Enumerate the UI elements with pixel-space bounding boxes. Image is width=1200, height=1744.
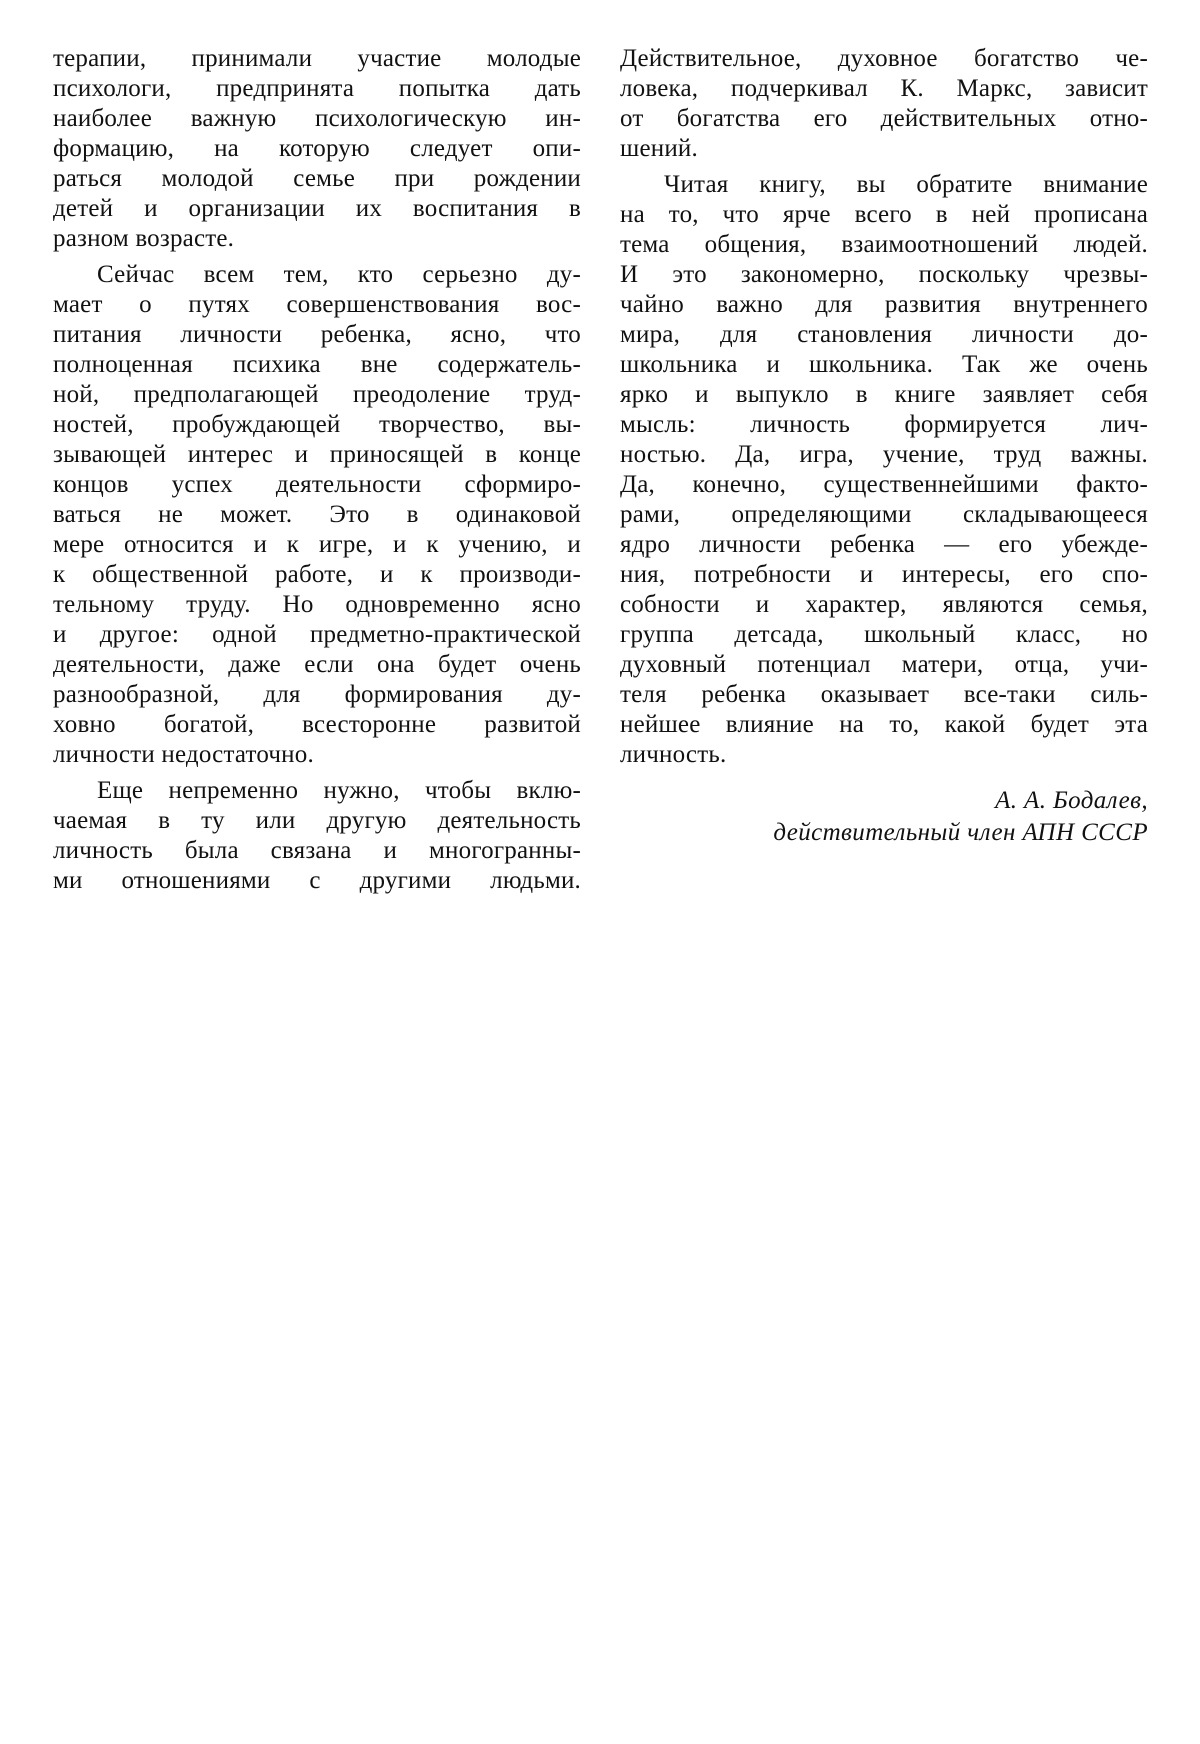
text-line: ностью. Да, игра, учение, труд важны. xyxy=(620,441,1148,468)
text-line: личности недостаточно. xyxy=(53,741,314,768)
text-line: собности и характер, являются семья, xyxy=(620,591,1148,618)
paragraph xyxy=(620,170,1148,770)
text-line: ми отношениями с другими людьми. xyxy=(53,867,581,894)
text-line: мает о путях совершенствования вос- xyxy=(53,291,581,318)
text-line: шений. xyxy=(620,135,698,162)
text-line: ной, предполагающей преодоление труд- xyxy=(53,381,581,408)
text-line: ваться не может. Это в одинаковой xyxy=(53,501,581,528)
text-line: ярко и выпукло в книге заявляет себя xyxy=(620,381,1148,408)
text-line: личность. xyxy=(620,741,727,768)
text-line: ядро личности ребенка — его убежде- xyxy=(620,531,1148,558)
author-signature xyxy=(620,785,1148,849)
text-line: Действительное, духовное богатство че- xyxy=(620,45,1148,72)
text-line: зывающей интерес и приносящей в конце xyxy=(53,441,581,468)
text-line: группа детсада, школьный класс, но xyxy=(620,621,1148,648)
text-line: Читая книгу, вы обратите внимание xyxy=(664,171,1148,198)
paragraph xyxy=(53,44,581,254)
text-line: питания личности ребенка, ясно, что xyxy=(53,321,581,348)
text-line: ловека, подчеркивал К. Маркс, зависит xyxy=(620,75,1148,102)
right-text-column xyxy=(620,44,1148,776)
text-line: и другое: одной предметно-практической xyxy=(53,621,581,648)
text-line: полноценная психика вне содержатель- xyxy=(53,351,581,378)
text-line: школьника и школьника. Так же очень xyxy=(620,351,1148,378)
paragraph xyxy=(53,260,581,770)
text-line: психологи, предпринята попытка дать xyxy=(53,75,581,102)
text-line: терапии, принимали участие молодые xyxy=(53,45,581,72)
text-line: разном возрасте. xyxy=(53,225,235,252)
text-line: рами, определяющими складывающееся xyxy=(620,501,1148,528)
text-line: мысль: личность формируется лич- xyxy=(620,411,1148,438)
paragraph xyxy=(53,776,581,896)
author-name: А. А. Бодалев, xyxy=(995,787,1148,814)
text-line: чайно важно для развития внутреннего xyxy=(620,291,1148,318)
text-line: деятельности, даже если она будет очень xyxy=(53,651,581,678)
text-line: наиболее важную психологическую ин- xyxy=(53,105,581,132)
text-line: личность была связана и многогранны- xyxy=(53,837,581,864)
text-line: разнообразной, для формирования ду- xyxy=(53,681,581,708)
text-line: И это закономерно, поскольку чрезвы- xyxy=(620,261,1148,288)
text-line: ховно богатой, всесторонне развитой xyxy=(53,711,581,738)
text-line: от богатства его действительных отно- xyxy=(620,105,1148,132)
text-line: к общественной работе, и к производи- xyxy=(53,561,581,588)
text-line: на то, что ярче всего в ней прописана xyxy=(620,201,1148,228)
paragraph xyxy=(620,44,1148,164)
text-line: мира, для становления личности до- xyxy=(620,321,1148,348)
text-line: ния, потребности и интересы, его спо- xyxy=(620,561,1148,588)
text-line: Еще непременно нужно, чтобы вклю- xyxy=(97,777,581,804)
text-line: детей и организации их воспитания в xyxy=(53,195,581,222)
text-line: мере относится и к игре, и к учению, и xyxy=(53,531,581,558)
text-line: тельному труду. Но одновременно ясно xyxy=(53,591,581,618)
text-line: формацию, на которую следует опи- xyxy=(53,135,581,162)
text-line: теля ребенка оказывает все-таки силь- xyxy=(620,681,1148,708)
text-line: концов успех деятельности сформиро- xyxy=(53,471,581,498)
text-line: духовный потенциал матери, отца, учи- xyxy=(620,651,1148,678)
author-title: действительный член АПН СССР xyxy=(773,819,1148,846)
text-line: нейшее влияние на то, какой будет эта xyxy=(620,711,1148,738)
text-line: раться молодой семье при рождении xyxy=(53,165,581,192)
left-text-column xyxy=(53,44,581,902)
text-line: ностей, пробуждающей творчество, вы- xyxy=(53,411,581,438)
text-line: тема общения, взаимоотношений людей. xyxy=(620,231,1148,258)
text-line: Сейчас всем тем, кто серьезно ду- xyxy=(97,261,581,288)
text-line: чаемая в ту или другую деятельность xyxy=(53,807,581,834)
text-line: Да, конечно, существеннейшими факто- xyxy=(620,471,1148,498)
